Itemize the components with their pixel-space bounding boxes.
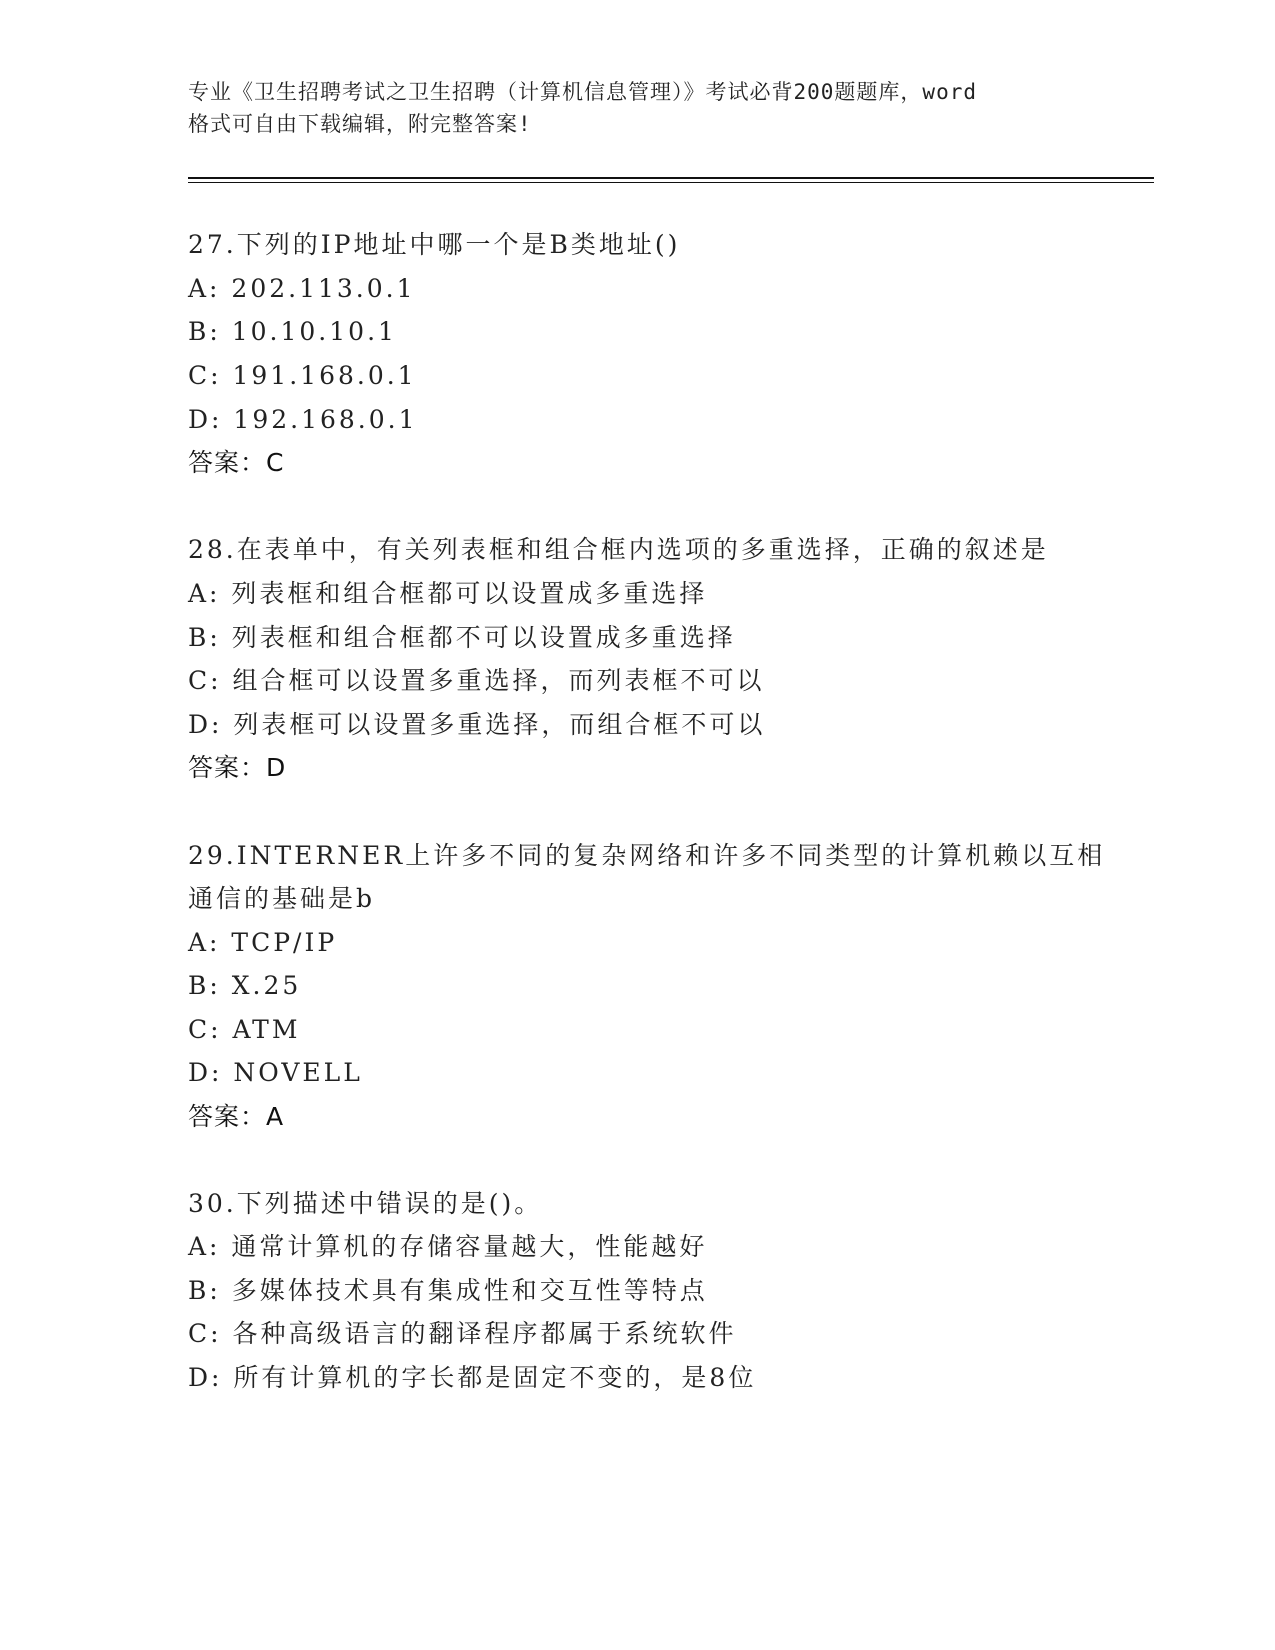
- question-27-stem: 27.下列的IP地址中哪一个是B类地址(): [188, 230, 681, 259]
- question-30-stem: 30.下列描述中错误的是()。: [188, 1189, 543, 1218]
- header-rule-thin: [188, 182, 1154, 183]
- question-29-option-b: B: X.25: [188, 971, 302, 1000]
- header-rule-thick: [188, 177, 1154, 179]
- question-29-option-c: C: ATM: [188, 1015, 301, 1044]
- question-29-stem-line-1: 29.INTERNER上许多不同的复杂网络和许多不同类型的计算机赖以互相: [188, 841, 1106, 870]
- question-29-stem-line-2: 通信的基础是b: [188, 884, 376, 913]
- document-header: [188, 76, 1088, 140]
- question-28-option-b: B: 列表框和组合框都不可以设置成多重选择: [188, 623, 736, 652]
- question-28-option-d: D: 列表框可以设置多重选择，而组合框不可以: [188, 710, 766, 739]
- question-29-answer: 答案：A: [188, 1102, 285, 1131]
- question-27-option-b: B: 10.10.10.1: [188, 317, 397, 346]
- question-27-answer: 答案：C: [188, 448, 285, 477]
- header-line-2: 格式可自由下载编辑，附完整答案!: [188, 112, 532, 136]
- question-30-option-d: D: 所有计算机的字长都是固定不变的，是8位: [188, 1363, 757, 1392]
- question-28-answer: 答案：D: [188, 753, 287, 782]
- header-line-1: 专业《卫生招聘考试之卫生招聘（计算机信息管理）》考试必背200题题库，word: [188, 80, 977, 104]
- question-28-stem: 28.在表单中，有关列表框和组合框内选项的多重选择，正确的叙述是: [188, 535, 1049, 564]
- question-29-option-d: D: NOVELL: [188, 1058, 363, 1087]
- question-30-option-c: C: 各种高级语言的翻译程序都属于系统软件: [188, 1319, 737, 1348]
- question-30-option-b: B: 多媒体技术具有集成性和交互性等特点: [188, 1276, 708, 1305]
- question-28-option-a: A: 列表框和组合框都可以设置成多重选择: [188, 579, 708, 608]
- question-27-option-a: A: 202.113.0.1: [188, 274, 416, 303]
- question-30-option-a: A: 通常计算机的存储容量越大，性能越好: [188, 1232, 708, 1261]
- question-27-option-c: C: 191.168.0.1: [188, 361, 417, 390]
- question-29-option-a: A: TCP/IP: [188, 928, 338, 957]
- question-28-option-c: C: 组合框可以设置多重选择，而列表框不可以: [188, 666, 765, 695]
- question-27-option-d: D: 192.168.0.1: [188, 405, 418, 434]
